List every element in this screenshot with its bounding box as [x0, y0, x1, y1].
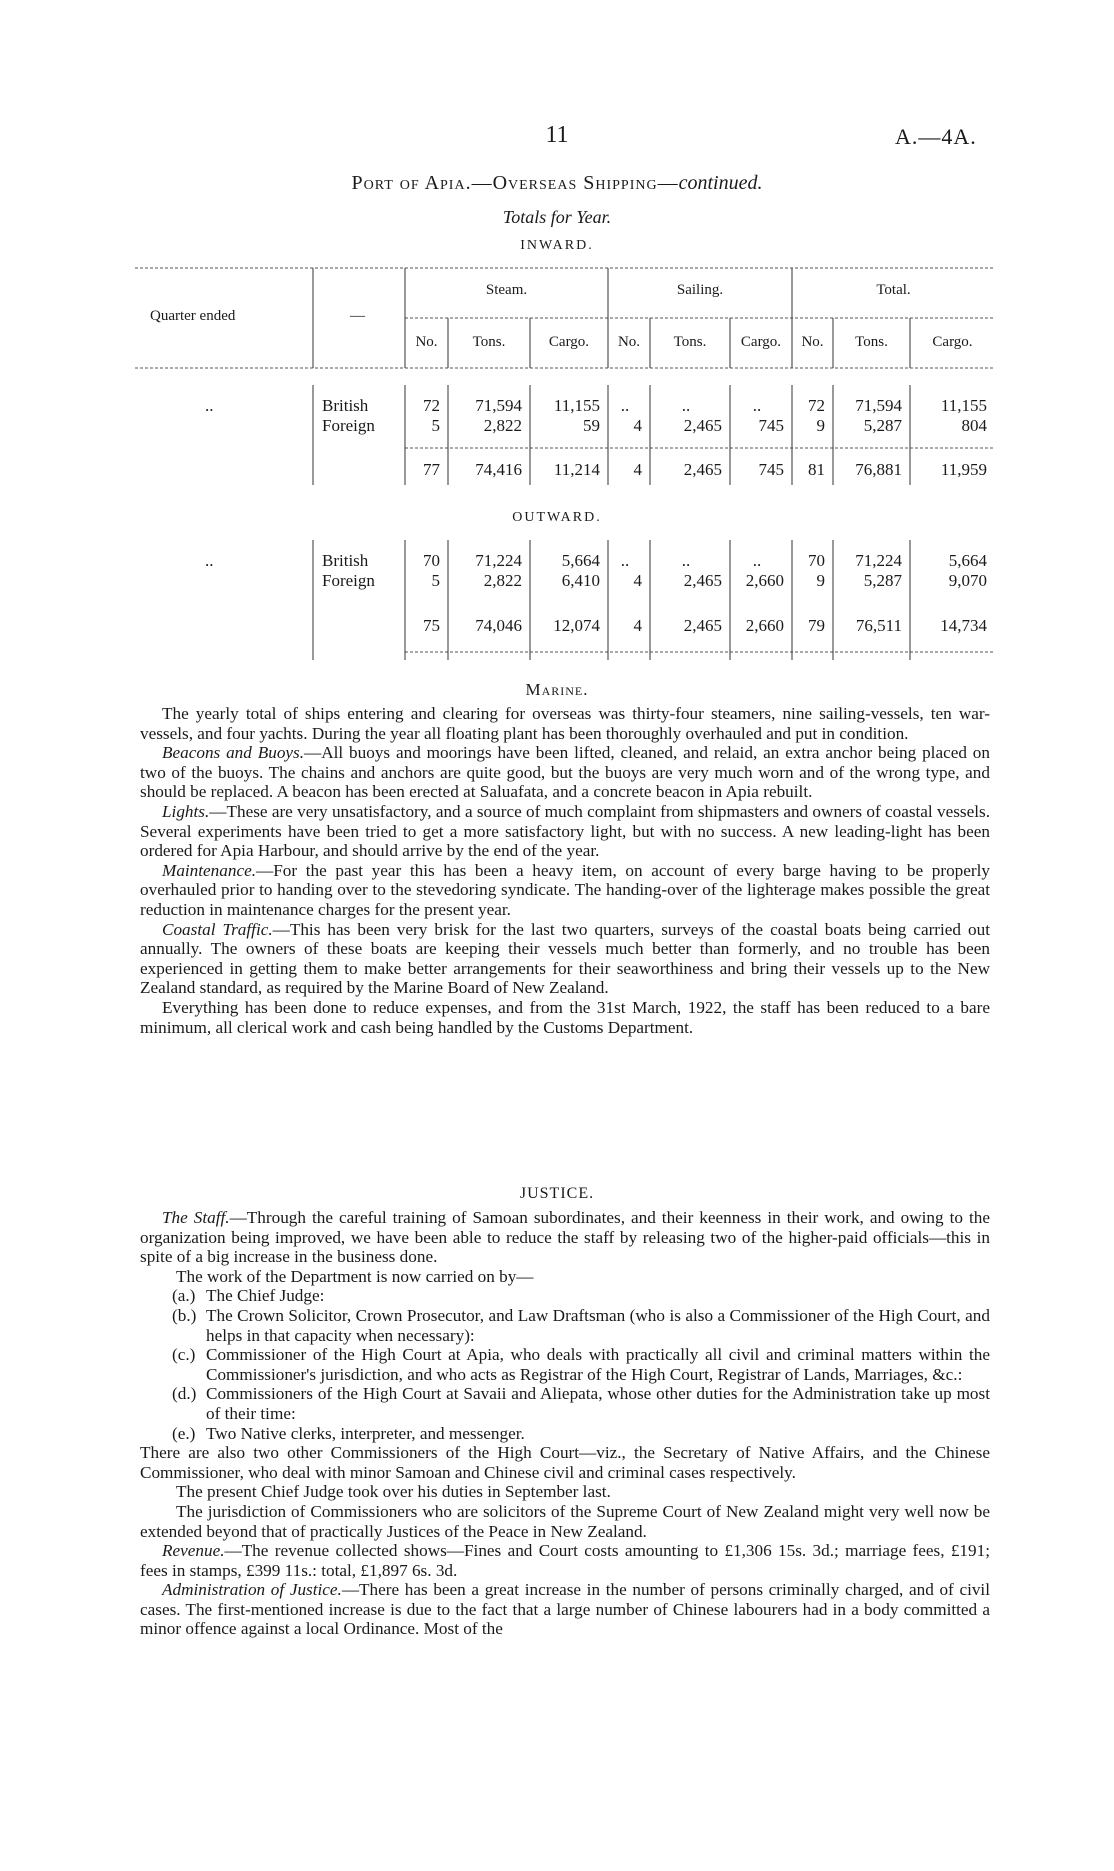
table-cell: .. [620, 551, 630, 570]
list-item-text: The Chief Judge: [206, 1286, 325, 1306]
total-cell: 76,511 [855, 616, 902, 635]
total-cell: 74,416 [475, 460, 522, 479]
subcol-header: No. [415, 334, 438, 350]
table-cell: 6,410 [561, 571, 600, 590]
justice-list [140, 1286, 990, 1443]
justice-paragraph: There are also two other Commissioners of the High Court—viz., the Secretary of Native Affairs, and the Chinese Commissioner, who deal with minor Samoan and Chinese civil and criminal cases respectively. [140, 1443, 990, 1482]
justice-paragraph: The work of the Department is now carried on by— [176, 1266, 534, 1286]
table-cell: 5,664 [561, 551, 600, 570]
total-cell: 76,881 [855, 460, 902, 479]
list-item [140, 1306, 990, 1345]
subcol-header: Cargo. [932, 334, 973, 350]
total-cell: 77 [423, 460, 440, 479]
table-cell: 59 [583, 416, 600, 435]
page-number: 11 [545, 122, 569, 148]
justice-paragraph: Administration of Justice.—There has been a great increase in the number of persons criminally charged, and of civil cases. The first-mentioned increase is due to the fact that a large number of Chinese labourers had in a body committed a minor offence against a local Ordinance. Most of the [140, 1580, 990, 1639]
table-cell: .. [620, 396, 630, 415]
marine-paragraph: Beacons and Buoys.—All buoys and moorings have been lifted, cleaned, and relaid, an extra anchor being placed on two of the buoys. The chains and anchors are quite good, but the buoys are very much worn and of the wrong type, and should be replaced. A beacon has been erected at Saluafata, and a concrete beacon in Apia rebuilt. [140, 743, 990, 802]
subcol-header: No. [801, 334, 824, 350]
table-cell: 71,594 [475, 396, 522, 415]
row-label: British [322, 396, 369, 415]
table-cell: .. [681, 551, 691, 570]
row-label: Foreign [322, 571, 375, 590]
list-item-text: Commissioner of the High Court at Apia, who deals with practically all civil and criminal matters within the Commissioner's jurisdiction, and who acts as Registrar of the High Court, Registrar of Lands, Marriages, &c.: [206, 1345, 990, 1384]
list-item-label: (c.) [172, 1345, 196, 1365]
table-cell: 4 [633, 571, 642, 590]
list-item-text: Commissioners of the High Court at Savaii and Aliepata, whose other duties for the Administration take up most of their time: [206, 1384, 990, 1423]
col-dash: — [350, 308, 365, 324]
table-title-continued: continued. [678, 172, 763, 194]
inward-label: INWARD. [520, 238, 594, 253]
total-cell: 75 [423, 616, 440, 635]
document-reference: A.—4A. [895, 124, 977, 149]
list-item-label: (b.) [172, 1305, 197, 1325]
table-cell: 9,070 [948, 571, 987, 590]
table-cell: 5 [431, 416, 440, 435]
justice-paragraph: Revenue.—The revenue collected shows—Fines and Court costs amounting to £1,306 15s. 3d.; marriage fees, £191; fees in stamps, £399 11s.: total, £1,897 6s. 3d. [140, 1541, 990, 1580]
total-cell: 11,214 [553, 460, 600, 479]
marine-paragraph: Coastal Traffic.—This has been very brisk for the last two quarters, surveys of the coastal boats being carried out annually. The owners of these boats are keeping their vessels much better than formerly, and no trouble has been experienced in getting them to make better arrangements for their seaworthiness and bring their vessels up to the New Zealand standard, as required by the Marine Board of New Zealand. [140, 919, 990, 998]
table-cell: 2,822 [483, 571, 522, 590]
table-cell: 2,465 [683, 571, 722, 590]
table-cell: 2,822 [483, 416, 522, 435]
table-cell: 72 [808, 396, 825, 415]
list-item-label: (d.) [172, 1384, 197, 1404]
total-cell: 74,046 [475, 616, 522, 635]
table-cell: .. [752, 396, 762, 415]
group-total: Total. [876, 282, 911, 298]
table-cell: 4 [633, 416, 642, 435]
list-item [140, 1384, 990, 1423]
row-label: Foreign [322, 416, 375, 435]
table-cell: 9 [816, 416, 825, 435]
table-cell: 804 [961, 416, 987, 435]
table-cell: 5,287 [863, 416, 902, 435]
justice-paragraph: The present Chief Judge took over his duties in September last. [176, 1482, 611, 1502]
subcol-header: Cargo. [740, 334, 782, 350]
justice-heading: JUSTICE. [519, 1185, 595, 1202]
col-quarter-ended: Quarter ended [150, 308, 236, 324]
marine-paragraph: Everything has been done to reduce expenses, and from the 31st March, 1922, the staff has been reduced to a bare minimum, all clerical work and cash being handled by the Customs Department. [140, 997, 990, 1037]
list-item-label: (e.) [172, 1423, 196, 1443]
quarter-mark: .. [205, 396, 214, 415]
table-cell: 71,224 [475, 551, 522, 570]
table-cell: .. [752, 551, 762, 570]
total-cell: 745 [758, 460, 784, 479]
justice-paragraph: The Staff.—Through the careful training of Samoan subordinates, and their keenness in their work, and owing to the organization being improved, we have been able to reduce the staff by releasing two of the higher-paid officials—this in spite of a big increase in the business done. [140, 1208, 990, 1267]
total-cell: 4 [633, 460, 642, 479]
table-cell: 2,660 [745, 571, 784, 590]
group-steam: Steam. [485, 282, 528, 298]
marine-paragraph: The yearly total of ships entering and clearing for overseas was thirty-four steamers, nine sailing-vessels, ten war-vessels, and four yachts. During the year all floating plant has been thoroughly overhauled and put in condition. [140, 704, 990, 743]
table-cell: 70 [423, 551, 440, 570]
shipping-table [0, 0, 1114, 700]
total-cell: 4 [633, 616, 642, 635]
subcol-header: No. [617, 334, 641, 350]
table-subtitle: Totals for Year. [502, 207, 612, 227]
total-cell: 81 [808, 460, 825, 479]
list-item [140, 1424, 990, 1444]
table-cell: .. [681, 396, 691, 415]
table-cell: 5,287 [863, 571, 902, 590]
total-cell: 14,734 [940, 616, 987, 635]
total-cell: 2,660 [745, 616, 784, 635]
group-sailing: Sailing. [676, 282, 724, 298]
list-item-label: (a.) [172, 1286, 196, 1306]
table-cell: 745 [758, 416, 784, 435]
subcol-header: Tons. [673, 334, 707, 350]
table-cell: 2,465 [683, 416, 722, 435]
total-cell: 2,465 [683, 616, 722, 635]
marine-paragraph: Lights.—These are very unsatisfactory, and a source of much complaint from shipmasters and owners of coastal vessels. Several experiments have been tried to get a more satisfactory light, but with no success. A new leading-light has been ordered for Apia Harbour, and should arrive by the end of the year. [140, 801, 990, 861]
total-cell: 2,465 [683, 460, 722, 479]
justice-section [140, 1208, 990, 1639]
list-item-text: The Crown Solicitor, Crown Prosecutor, and Law Draftsman (who is also a Commissioner of the High Court, and helps in that capacity when necessary): [206, 1305, 990, 1345]
quarter-mark: .. [205, 551, 214, 570]
list-item [140, 1345, 990, 1384]
row-label: British [322, 551, 369, 570]
subcol-header: Tons. [855, 334, 888, 350]
table-cell: 71,594 [855, 396, 902, 415]
table-cell: 70 [808, 551, 825, 570]
justice-paragraph: The jurisdiction of Commissioners who are solicitors of the Supreme Court of New Zealand might very well now be extended beyond that of practically Justices of the Peace in New Zealand. [140, 1501, 990, 1541]
table-cell: 5,664 [948, 551, 987, 570]
marine-paragraph: Maintenance.—For the past year this has been a heavy item, on account of every barge having to be properly overhauled prior to handing over to the stevedoring syndicate. The handing-over of the lighterage makes possible the great reduction in maintenance charges for the present year. [140, 860, 990, 919]
table-cell: 5 [431, 571, 440, 590]
subcol-header: Tons. [472, 334, 506, 350]
total-cell: 79 [808, 616, 825, 635]
table-cell: 11,155 [553, 396, 600, 415]
table-cell: 71,224 [855, 551, 902, 570]
table-cell: 11,155 [940, 396, 987, 415]
subcol-header: Cargo. [548, 334, 590, 350]
total-cell: 11,959 [940, 460, 987, 479]
total-cell: 12,074 [553, 616, 600, 635]
table-cell: 9 [816, 571, 825, 590]
outward-label: OUTWARD. [512, 510, 602, 525]
table-title-main: Port of Apia.—Overseas Shipping— [351, 172, 679, 194]
table-cell: 72 [423, 396, 440, 415]
marine-heading: Marine. [525, 680, 589, 699]
list-item-text: Two Native clerks, interpreter, and messenger. [206, 1423, 525, 1443]
list-item [140, 1286, 990, 1306]
marine-section [140, 704, 990, 1037]
